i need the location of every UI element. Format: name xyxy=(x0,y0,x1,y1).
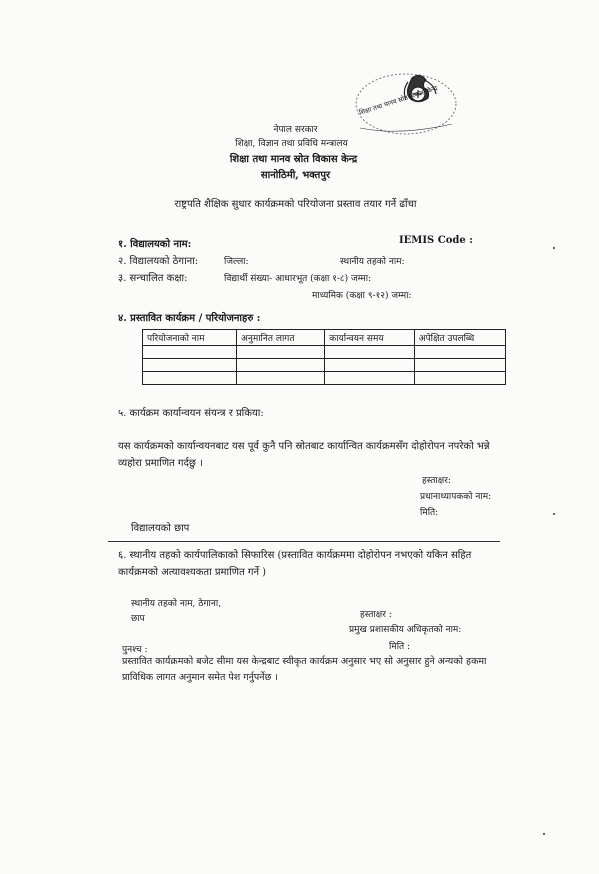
cao-name: प्रमुख प्रशासकीय अधिकृतको नाम: xyxy=(349,625,462,635)
government-name: नेपाल सरकार xyxy=(273,125,318,135)
field-students-secondary: माध्यमिक (कक्षा ९-१२) जम्मा: xyxy=(312,291,412,301)
table-cell xyxy=(143,346,237,359)
table-cell xyxy=(143,372,237,385)
table-cell xyxy=(143,359,237,372)
declaration-signature: हस्ताक्षर: xyxy=(422,476,451,486)
scan-speck xyxy=(553,513,555,515)
field-iemis-code: IEMIS Code : xyxy=(399,235,473,246)
field-students-basic: विद्यार्थी संख्या- आधारभूत (कक्षा १-८) जम्मा: xyxy=(224,274,372,284)
document-title: राष्ट्रपति शैक्षिक सुधार कार्यक्रमको परियोजना प्रस्ताव तयार गर्ने ढाँचा xyxy=(174,199,417,210)
field-district: जिल्ला: xyxy=(224,257,249,267)
field-classes: ३. सन्चालित कक्षा: xyxy=(118,273,188,284)
col-estimated-cost: अनुमानित लागत xyxy=(236,330,324,346)
postscript-label: पुनश्च : xyxy=(122,645,148,655)
table-row xyxy=(143,372,506,385)
table-cell xyxy=(325,372,414,385)
declaration-text: यस कार्यक्रमको कार्यान्वयनबाट यस पूर्व कुनै पनि स्रोतबाट कार्यान्वित कार्यक्रमसँग दोहोरोपन नपरेको भन्ने व्यहोरा प्रमाणित गर्दछु । xyxy=(118,441,490,469)
table-row xyxy=(143,359,506,372)
local-level-name-address: स्थानीय तहको नाम, ठेगाना, xyxy=(131,599,222,609)
section-6-heading: ६. स्थानीय तहको कार्यपालिकाको सिफारिस (प्रस्तावित कार्यक्रममा दोहोरोपन नभएको यकिन सहित कार्यक्रमको अत्यावश्यकता प्रमाणित गर्ने ) xyxy=(118,550,472,578)
table-cell xyxy=(236,346,324,359)
scan-speck xyxy=(553,247,555,249)
table-cell xyxy=(325,359,414,372)
declaration-date: मिति: xyxy=(420,508,439,518)
section-4-heading: ४. प्रस्तावित कार्यक्रम / परियोजनाहरु : xyxy=(118,313,261,324)
center-location: सानोठिमी, भक्तपुर xyxy=(260,170,331,181)
col-implementation-time: कार्यान्वयन समय xyxy=(325,330,414,346)
field-local-level: स्थानीय तहको नाम: xyxy=(340,257,405,267)
cao-date: मिति : xyxy=(389,642,411,652)
table-cell xyxy=(414,372,505,385)
col-project-name: परियोजनाको नाम xyxy=(143,330,237,346)
col-expected-outcome: अपेक्षित उपलब्धि xyxy=(414,330,505,346)
cao-signature: हस्ताक्षर : xyxy=(360,610,392,620)
stamp-text: शिक्षा तथा मानव स्रोत विकास केन्द्र xyxy=(358,84,439,117)
table-cell xyxy=(236,372,324,385)
postscript-note: प्रस्तावित कार्यक्रमको बजेट सीमा यस केन्द्रबाट स्वीकृत कार्यक्रम अनुसार भए सो अनुसार हुने अन्यको हकमा प्राविधिक लागत अनुमान समेत पेश गर्नुपर्नेछ । xyxy=(122,656,487,683)
table-cell xyxy=(325,346,414,359)
field-school-address: २. विद्यालयको ठेगाना: xyxy=(118,256,199,267)
school-stamp: विद्यालयको छाप xyxy=(131,523,190,534)
table-cell xyxy=(414,359,505,372)
scan-speck xyxy=(543,833,545,835)
table-cell xyxy=(414,346,505,359)
table-header-row xyxy=(143,330,506,346)
local-level-stamp: छाप xyxy=(131,614,145,624)
table-cell xyxy=(236,359,324,372)
section-divider xyxy=(108,541,500,542)
projects-table xyxy=(142,329,506,385)
section-5-heading: ५. कार्यक्रम कार्यान्वयन संयन्त्र र प्रकिया: xyxy=(118,408,264,419)
principal-name: प्रधानाध्यापकको नाम: xyxy=(420,492,492,502)
table-row xyxy=(143,346,506,359)
ministry-name: शिक्षा, विज्ञान तथा प्रविधि मन्त्रालय xyxy=(235,139,348,149)
center-name: शिक्षा तथा मानव स्रोत विकास केन्द्र xyxy=(229,154,358,165)
field-school-name: १. विद्यालयको नाम: xyxy=(118,239,192,250)
